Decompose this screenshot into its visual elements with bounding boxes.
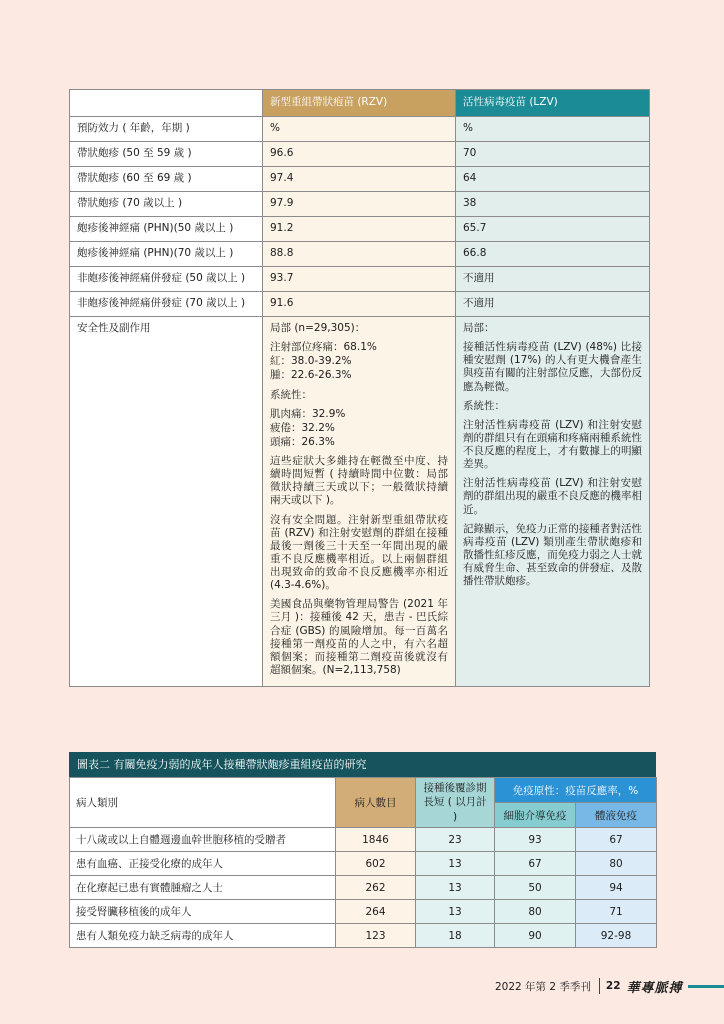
row-label: 非皰疹後神經痛併發症 (70 歲以上 ) (70, 292, 263, 317)
followup-months: 23 (416, 828, 495, 852)
patient-count: 264 (336, 900, 416, 924)
lzv-systemic-paragraph: 注射活性病毒疫苗 (LZV) 和注射安慰劑的群組只有在頭痛和疼痛兩種系統性不良反應的程度上，才有數據上的明顯差異。 (463, 418, 642, 471)
table-header-row (70, 778, 657, 803)
humoral-rate: 71 (576, 900, 657, 924)
lzv-value: 65.7 (456, 217, 650, 242)
cellular-rate: 67 (495, 852, 576, 876)
table-row (70, 828, 657, 852)
row-label: 帶狀皰疹 (50 至 59 歲 ) (70, 142, 263, 167)
header-lzv: 活性病毒疫苗 (LZV) (456, 90, 650, 117)
issue-label: 2022 年第 2 季季刊 (495, 980, 591, 993)
patient-category: 在化療起已患有實體腫瘤之人士 (70, 876, 336, 900)
cellular-rate: 90 (495, 924, 576, 948)
lzv-value: 66.8 (456, 242, 650, 267)
lzv-value: 不適用 (456, 292, 650, 317)
patient-category: 患有人類免疫力缺乏病毒的成年人 (70, 924, 336, 948)
patient-category: 十八歲或以上自體週邊血幹世胞移植的受贈者 (70, 828, 336, 852)
footer-divider (599, 978, 600, 994)
table-row (70, 852, 657, 876)
rzv-value: 97.4 (263, 167, 456, 192)
lzv-local-paragraph: 接種活性病毒疫苗 (LZV) (48%) 比接種安慰劑 (17%) 的人有更大機會產生與疫苗有關的注射部位反應，大部份反應為輕微。 (463, 341, 642, 393)
table-row (70, 242, 650, 267)
cellular-rate: 50 (495, 876, 576, 900)
header-patient-count: 病人數目 (336, 778, 416, 828)
table-row (70, 924, 657, 948)
header-cellular-immunity: 細胞介導免疫 (495, 803, 576, 828)
lzv-local-title: 局部： (463, 322, 495, 334)
table-row (70, 217, 650, 242)
rzv-value: 91.2 (263, 217, 456, 242)
header-immunogenicity: 免疫原性：疫苗反應率，% (495, 778, 657, 803)
table-row (70, 192, 650, 217)
page-footer (495, 976, 683, 996)
row-label: 皰疹後神經痛 (PHN)(70 歲以上 ) (70, 242, 263, 267)
cellular-rate: 93 (495, 828, 576, 852)
table-header-row (70, 90, 650, 117)
row-label: 非皰疹後神經痛併發症 (50 歲以上 ) (70, 267, 263, 292)
immunocompromised-study-table (69, 777, 657, 948)
rzv-headache: 頭痛：26.3% (270, 435, 335, 448)
lzv-safety-cell (456, 317, 650, 687)
rzv-duration-paragraph: 這些症狀大多維持在輕微至中度、持續時間短暫 ( 持續時間中位數：局部徵狀持續三天或以下；一般徵狀持續兩天或以下 )。 (270, 455, 448, 507)
humoral-rate: 80 (576, 852, 657, 876)
header-blank-cell (70, 90, 263, 117)
lzv-serious-paragraph: 注射活性病毒疫苗 (LZV) 和注射安慰劑的群組出現的嚴重不良反應的機率相近。 (463, 477, 642, 516)
header-category: 病人類別 (70, 778, 336, 828)
lzv-value: 38 (456, 192, 650, 217)
safety-row (70, 317, 650, 687)
table-row (70, 267, 650, 292)
rzv-fda-paragraph: 美國食品與藥物管理局警告 (2021 年三月 )：接種後 42 天，患吉 - 巴氏綜合症 (GBS) 的風險增加。每一百萬名接種第一劑疫苗的人之中，有六名超額個案；而接種第二劑疫苗後就沒有超額個案。(N=2,113,758) (270, 598, 448, 676)
rzv-safety-cell (263, 317, 456, 687)
rzv-value: 91.6 (263, 292, 456, 317)
rzv-red: 紅：38.0-39.2% (270, 355, 352, 368)
publication-logo: 華專脈搏 (626, 980, 683, 996)
rzv-fatigue: 疲倦：32.2% (270, 421, 335, 434)
humoral-rate: 92-98 (576, 924, 657, 948)
lzv-value: 不適用 (456, 267, 650, 292)
rzv-injection-pain: 注射部位疼痛：68.1% (270, 341, 377, 354)
row-label: 帶狀皰疹 (60 至 69 歲 ) (70, 167, 263, 192)
vaccine-comparison-table (69, 89, 650, 687)
header-humoral-immunity: 體液免疫 (576, 803, 657, 828)
table-row (70, 900, 657, 924)
row-label: 預防效力 ( 年齡，年期 ) (70, 117, 263, 142)
patient-count: 602 (336, 852, 416, 876)
rzv-value: 88.8 (263, 242, 456, 267)
table-row (70, 167, 650, 192)
safety-label: 安全性及副作用 (70, 317, 263, 687)
row-label: 帶狀皰疹 (70 歲以上 ) (70, 192, 263, 217)
followup-months: 13 (416, 852, 495, 876)
table-row (70, 876, 657, 900)
patient-count: 123 (336, 924, 416, 948)
rzv-systemic-title: 系統性： (270, 388, 312, 401)
lzv-value: 70 (456, 142, 650, 167)
followup-months: 13 (416, 900, 495, 924)
rzv-value: % (263, 117, 456, 142)
row-label: 皰疹後神經痛 (PHN)(50 歲以上 ) (70, 217, 263, 242)
lzv-records-paragraph: 記錄顯示，免疫力正常的接種者對活性病毒疫苗 (LZV) 類別產生帶狀皰疹和散播性紅疹反應，而免疫力弱之人士就有威脅生命、甚至致命的併發症、及散播性帶狀皰疹。 (463, 522, 642, 588)
patient-count: 1846 (336, 828, 416, 852)
rzv-no-safety-paragraph: 沒有安全問題。注射新型重組帶狀疫苗 (RZV) 和注射安慰劑的群組在接種最後一劑後三十天至一年間出現的嚴重不良反應機率相近。以上兩個群組出現致命的致命不良反應機率亦相近 (4.3-4.6%)。 (270, 513, 448, 592)
patient-category: 接受腎臟移植後的成年人 (70, 900, 336, 924)
header-followup: 接種後覆診期長短 ( 以月計 ) (416, 778, 495, 828)
immunocompromised-study-section (69, 752, 656, 948)
cellular-rate: 80 (495, 900, 576, 924)
table-row (70, 117, 650, 142)
lzv-value: 64 (456, 167, 650, 192)
followup-months: 13 (416, 876, 495, 900)
table2-title: 圖表二 有關免疫力弱的成年人接種帶狀皰疹重組疫苗的研究 (69, 752, 656, 777)
rzv-value: 97.9 (263, 192, 456, 217)
table-row (70, 292, 650, 317)
followup-months: 18 (416, 924, 495, 948)
page-number: 22 (605, 980, 621, 992)
rzv-myalgia: 肌肉痛：32.9% (270, 407, 346, 420)
table-row (70, 142, 650, 167)
rzv-value: 96.6 (263, 142, 456, 167)
footer-accent-bar (688, 985, 724, 988)
patient-count: 262 (336, 876, 416, 900)
header-rzv: 新型重組帶狀疱苗 (RZV) (263, 90, 456, 117)
rzv-local-title: 局部 (n=29,305)： (270, 322, 366, 334)
rzv-swelling: 腫：22.6-26.3% (270, 369, 352, 382)
patient-category: 患有血癌、正接受化療的成年人 (70, 852, 336, 876)
lzv-systemic-title: 系統性： (463, 399, 505, 412)
lzv-value: % (456, 117, 650, 142)
rzv-value: 93.7 (263, 267, 456, 292)
humoral-rate: 94 (576, 876, 657, 900)
humoral-rate: 67 (576, 828, 657, 852)
